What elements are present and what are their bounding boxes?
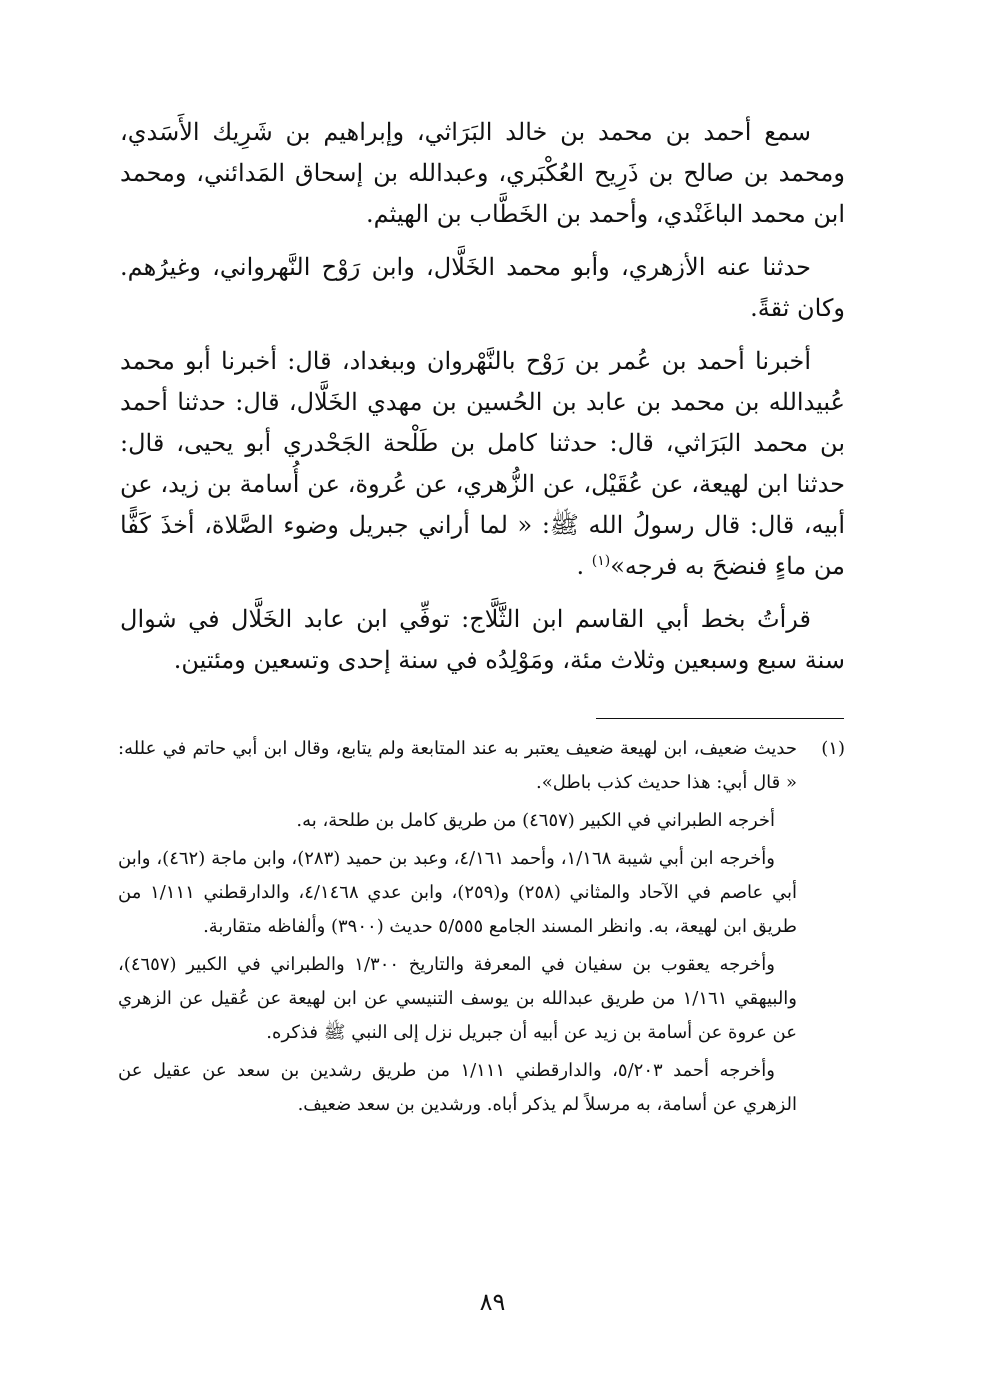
- page-number: ٨٩: [479, 1288, 506, 1316]
- paragraph-3-text: أخبرنا أحمد بن عُمر بن رَوْح بالنَّهْروان وببغداد، قال: أخبرنا أبو محمد عُبيدالله بن محمد بن عابد بن الحُسين بن مهدي الخَلَّال، قال: حدثنا أحمد بن محمد البَرَاثي، قال: حدثنا كامل بن طَلْحة الجَحْدري أبو يحيى، قال: حدثنا ابن لهيعة، عن عُقَيْل، عن الزُّهري، عن عُروة، عن أُسامة بن زيد، عن أبيه، قال: قال رسولُ الله ﷺ: « لما أراني جبريل وضوء الصَّلاة، أخذَ كَفًّا من ماءٍ فنضحَ به فرجه»: [120, 347, 846, 580]
- footnote-item: [118, 732, 845, 1122]
- footnote-paragraph-4: وأخرجه يعقوب بن سفيان في المعرفة والتاريخ ١/٣٠٠ والطبراني في الكبير (٤٦٥٧)، والبيهقي ١/١٦١ من طريق عبدالله بن يوسف التنيسي عن ابن لهيعة عن عُقيل عن الزهري عن عروة عن أسامة بن زيد عن أبيه أن جبريل نزل إلى النبي ﷺ فذكره.: [118, 954, 797, 1043]
- main-text: [120, 112, 845, 681]
- footnote-paragraph-3: وأخرجه ابن أبي شيبة ١/١٦٨، وأحمد ٤/١٦١، وعبد بن حميد (٢٨٣)، وابن ماجة (٤٦٢)، وابن أبي عاصم في الآحاد والمثاني (٢٥٨) و(٢٥٩)، وابن عدي ٤/١٤٦٨، والدارقطني ١/١١١ من طريق ابن لهيعة، به. وانظر المسند الجامع ٥/٥٥٥ حديث (٣٩٠٠) وألفاظه متقاربة.: [118, 848, 797, 937]
- paragraph-1: سمع أحمد بن محمد بن خالد البَرَاثي، وإبراهيم بن شَرِيك الأَسَدي، ومحمد بن صالح بن ذَرِيح العُكْبَري، وعبدالله بن إسحاق المَدائني، ومحمد ابن محمد الباغَنْدي، وأحمد بن الخَطَّاب بن الهيثم.: [120, 118, 845, 228]
- footnote-paragraph-2: أخرجه الطبراني في الكبير (٤٦٥٧) من طريق كامل بن طلحة، به.: [296, 810, 775, 831]
- footnotes: [118, 732, 845, 1122]
- footnote-number: (١): [821, 738, 845, 759]
- paragraph-3: [120, 341, 845, 587]
- paragraph-4: قرأتُ بخط أبي القاسم ابن الثَّلَّاج: توفِّي ابن عابد الخَلَّال في شوال سنة سبع وسبعين وثلاث مئة، ومَوْلِدُه في سنة إحدى وتسعين ومئتين.: [120, 605, 845, 674]
- footnote-marker: (١): [591, 553, 611, 569]
- footnote-paragraph-1: حديث ضعيف، ابن لهيعة ضعيف يعتبر به عند المتابعة ولم يتابع، وقال ابن أبي حاتم في علله: « قال أبي: هذا حديث كذب باطل».: [118, 738, 797, 793]
- paragraph-2: حدثنا عنه الأزهري، وأبو محمد الخَلَّال، وابن رَوْح النَّهرواني، وغيرُهم. وكان ثقةً.: [120, 253, 845, 322]
- footnote-paragraph-5: وأخرجه أحمد ٥/٢٠٣، والدارقطني ١/١١١ من طريق رشدين بن سعد عن عقيل عن الزهري عن أسامة، به مرسلاً لم يذكر أباه. ورشدين بن سعد ضعيف.: [118, 1060, 797, 1115]
- paragraph-3-end: .: [576, 552, 585, 580]
- footnote-body: [118, 732, 797, 1122]
- footnote-separator: [596, 718, 844, 719]
